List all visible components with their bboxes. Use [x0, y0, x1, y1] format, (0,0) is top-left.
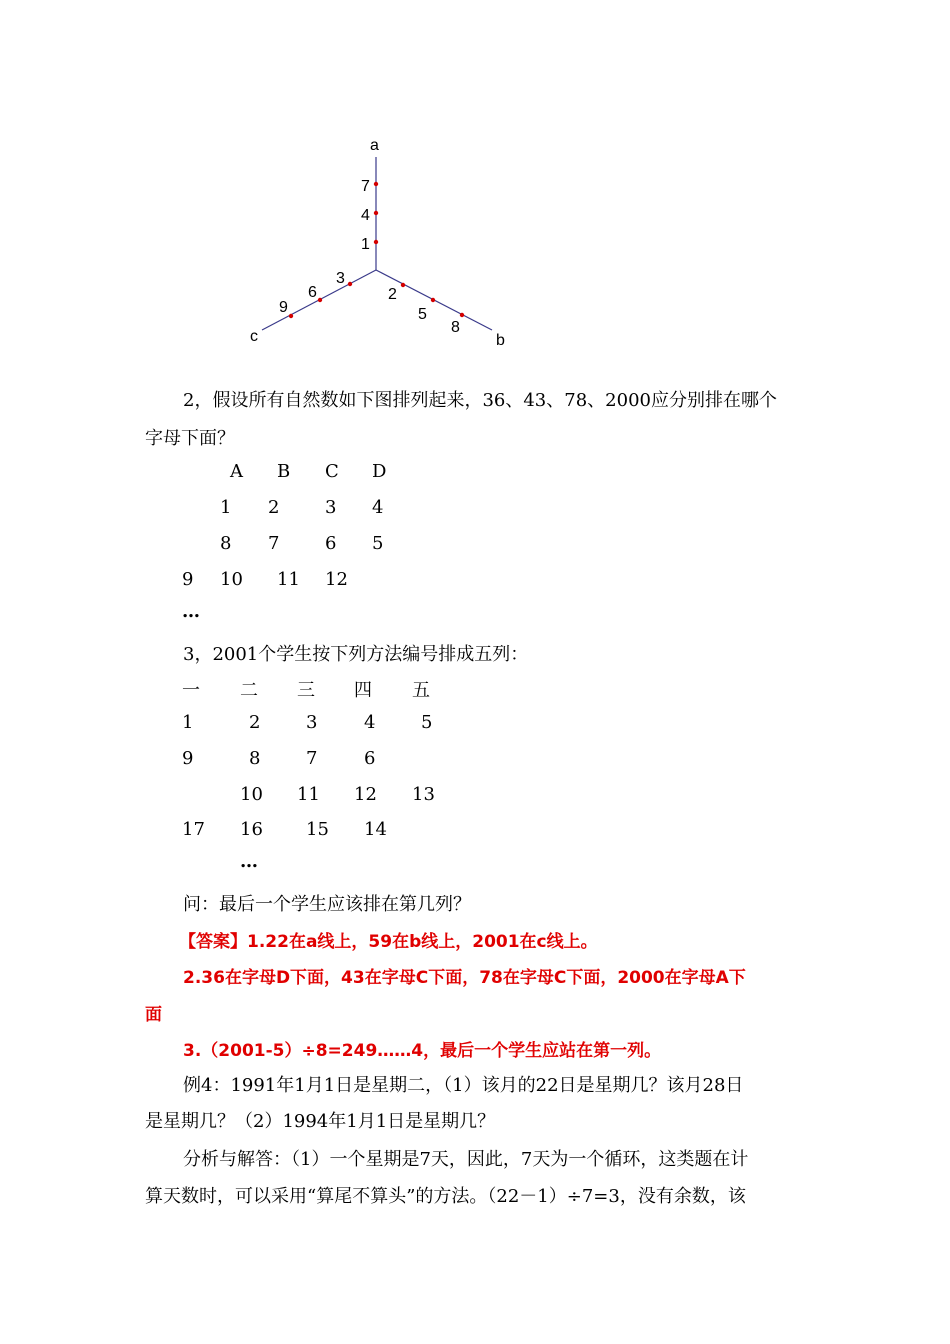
q3-r4-c4: 14: [364, 819, 387, 840]
dot-a-4: [374, 211, 378, 215]
analysis-line1: 分析与解答：（1）一个星期是7天，因此，7天为一个循环，这类题在计: [183, 1149, 749, 1170]
q2-header-c: C: [325, 461, 339, 482]
q2-r3-c1: 9: [182, 569, 194, 590]
q3-r2-c3: 7: [306, 748, 318, 769]
q3-r2-c2: 8: [249, 748, 261, 769]
q3-r3-c4: 12: [354, 784, 377, 805]
q2-r3-c4: 12: [325, 569, 348, 590]
q3-r1-c1: 1: [182, 712, 194, 733]
q3-header-5: 五: [412, 680, 430, 701]
a-num-7: 7: [361, 178, 370, 195]
dot-a-1: [374, 240, 378, 244]
b-num-2: 2: [388, 286, 397, 303]
answer-line1: 【答案】1.22在a线上，59在b线上，2001在c线上。: [179, 932, 598, 952]
q2-r2-c4: 5: [372, 533, 384, 554]
q3-r3-c3: 11: [297, 784, 320, 805]
q2-r3-c3: 11: [277, 569, 300, 590]
dot-c-9: [289, 314, 293, 318]
q3-header-1: 一: [182, 680, 200, 701]
dot-b-5: [431, 298, 435, 302]
q3-header-2: 二: [240, 680, 258, 701]
q3-r1-c5: 5: [421, 712, 433, 733]
q2-r2-c2: 7: [268, 533, 280, 554]
q3-r1-c2: 2: [249, 712, 261, 733]
analysis-line2: 算天数时，可以采用“算尾不算头”的方法。（22－1）÷7=3，没有余数，该: [145, 1186, 746, 1207]
q2-header-b: B: [277, 461, 291, 482]
ray-label-b: b: [496, 332, 505, 349]
q3-header-4: 四: [354, 680, 372, 701]
example4-line2: 是星期几？（2）1994年1月1日是星期几？: [145, 1111, 496, 1132]
a-num-4: 4: [361, 207, 370, 224]
q2-header-a: A: [230, 461, 243, 482]
c-num-9: 9: [279, 299, 288, 316]
q3-r4-c3: 15: [306, 819, 329, 840]
q2-r1-c1: 1: [220, 497, 232, 518]
q3-r2-c1: 9: [182, 748, 194, 769]
q3-text: 3，2001个学生按下列方法编号排成五列：: [183, 644, 529, 665]
b-num-8: 8: [451, 319, 460, 336]
q2-text-line1: 2，假设所有自然数如下图排列起来，36、43、78、2000应分别排在哪个: [183, 390, 777, 411]
answer-line2: 2.36在字母D下面，43在字母C下面，78在字母C下面，2000在字母A下: [183, 968, 746, 988]
c-num-6: 6: [308, 284, 317, 301]
dot-c-3: [348, 282, 352, 286]
q2-r3-c2: 10: [220, 569, 243, 590]
q3-header-3: 三: [297, 680, 315, 701]
q2-ellipsis: …: [182, 601, 200, 622]
dot-b-8: [460, 313, 464, 317]
q3-r3-c5: 13: [412, 784, 435, 805]
q2-r1-c2: 2: [268, 497, 280, 518]
dot-a-7: [374, 182, 378, 186]
q3-r4-c1: 17: [182, 819, 205, 840]
answer-line3: 面: [145, 1005, 162, 1025]
q3-question: 问：最后一个学生应该排在第几列？: [183, 894, 471, 915]
q2-text-line2: 字母下面？: [145, 428, 235, 449]
a-num-1: 1: [361, 236, 370, 253]
dot-b-2: [401, 283, 405, 287]
q3-r1-c4: 4: [364, 712, 376, 733]
q2-header-d: D: [372, 461, 387, 482]
q2-r2-c3: 6: [325, 533, 337, 554]
b-num-5: 5: [418, 306, 427, 323]
dot-c-6: [318, 298, 322, 302]
ray-label-c: c: [250, 328, 258, 345]
answer-line4: 3.（2001-5）÷8=249……4，最后一个学生应站在第一列。: [183, 1041, 662, 1061]
ray-label-a: a: [370, 137, 379, 154]
q2-r2-c1: 8: [220, 533, 232, 554]
three-ray-diagram: [0, 0, 950, 360]
q2-r1-c3: 3: [325, 497, 337, 518]
q3-r2-c4: 6: [364, 748, 376, 769]
q3-r3-c2: 10: [240, 784, 263, 805]
q2-r1-c4: 4: [372, 497, 384, 518]
example4-line1: 例4：1991年1月1日是星期二，（1）该月的22日是星期几？该月28日: [183, 1075, 744, 1096]
q3-r1-c3: 3: [306, 712, 318, 733]
q3-r4-c2: 16: [240, 819, 263, 840]
c-num-3: 3: [336, 270, 345, 287]
q3-ellipsis: …: [240, 851, 258, 872]
